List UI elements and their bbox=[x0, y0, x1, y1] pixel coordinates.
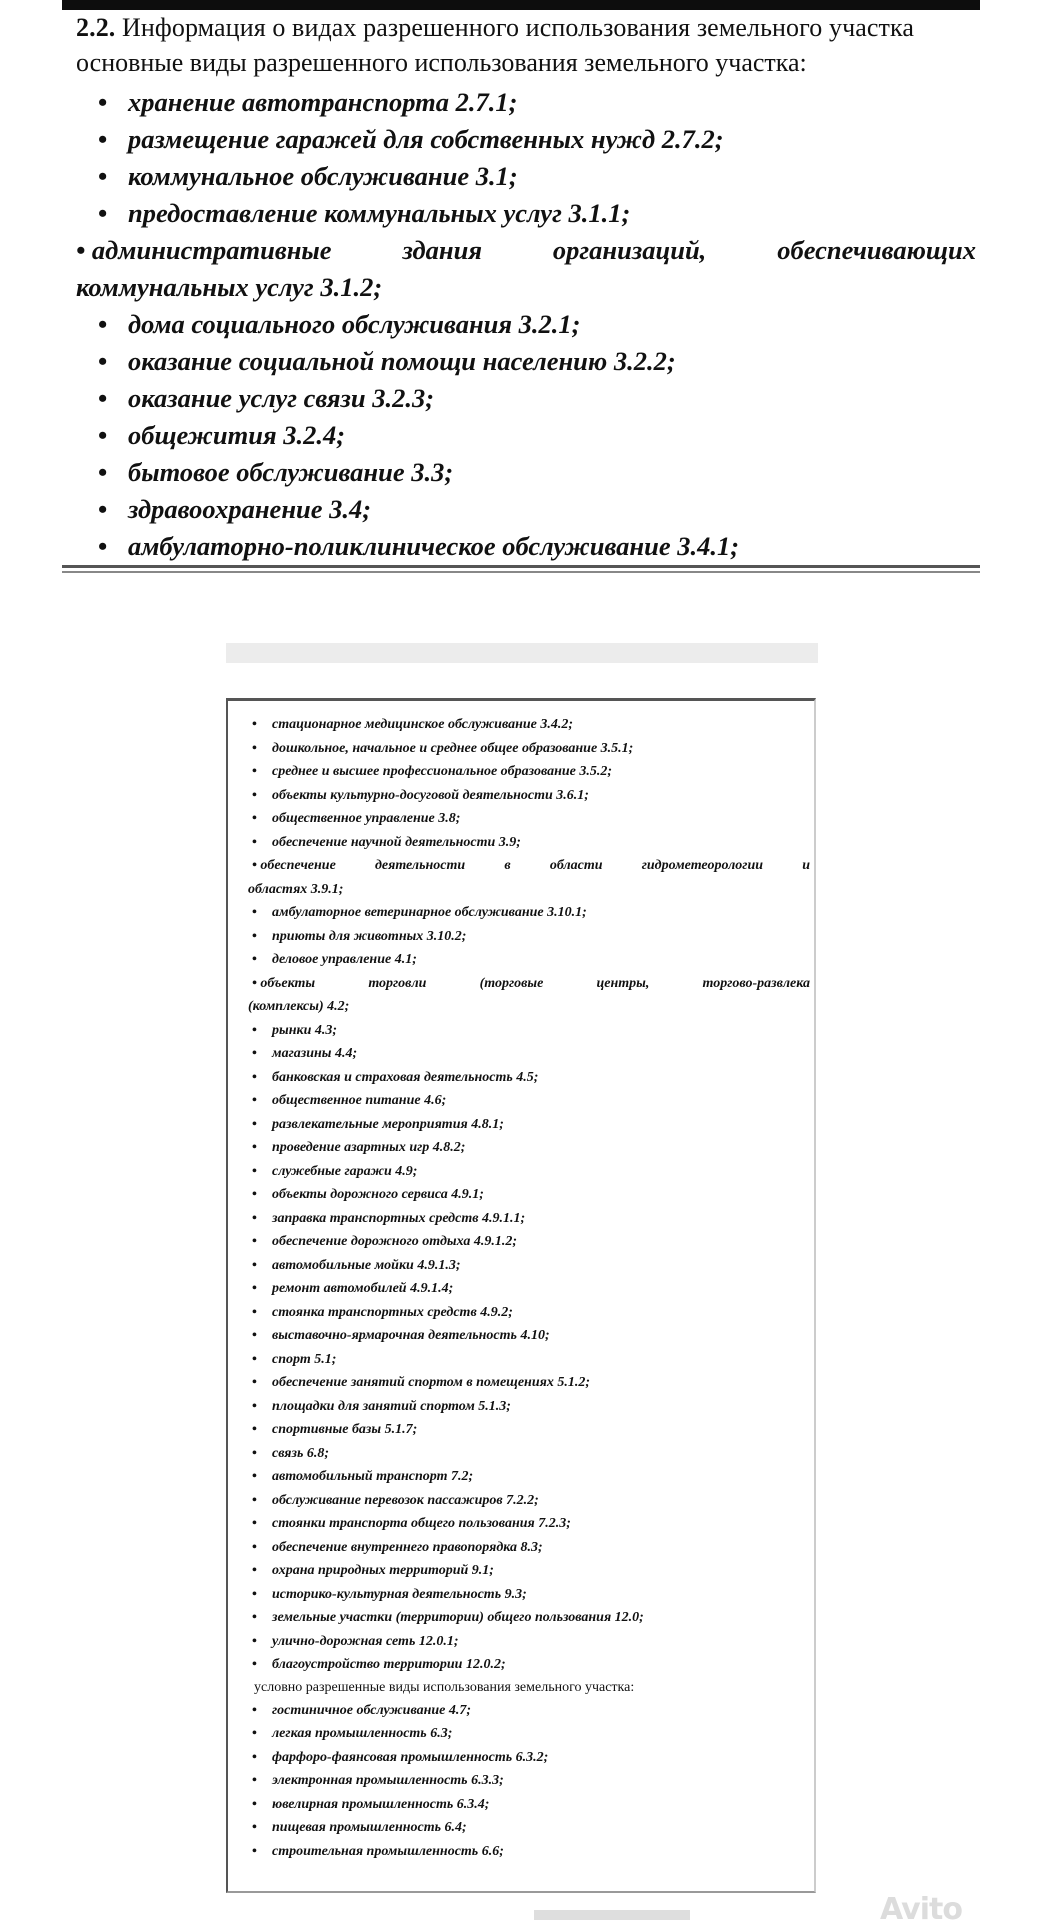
bullet-icon: • bbox=[252, 1516, 257, 1531]
bullet-icon: • bbox=[252, 1702, 257, 1718]
top-edge-bar bbox=[62, 0, 980, 10]
list-item-word: обеспечивающих bbox=[777, 235, 976, 265]
list-item bbox=[248, 1630, 810, 1654]
list-item-text: общежития 3.2.4; bbox=[128, 420, 346, 450]
bullet-icon: • bbox=[252, 858, 261, 873]
bullet-icon: • bbox=[98, 309, 108, 339]
bullet-icon: • bbox=[252, 1539, 257, 1555]
list-item-text: здравоохранение 3.4; bbox=[128, 494, 372, 524]
list-item bbox=[76, 158, 976, 195]
section-title: Информация о видах разрешенного использования земельного участка bbox=[122, 13, 914, 42]
bullet-icon: • bbox=[252, 928, 257, 944]
bullet-icon: • bbox=[252, 787, 257, 803]
list-item-text: ювелирная промышленность 6.3.4; bbox=[272, 1796, 490, 1812]
list-item-text: среднее и высшее профессиональное образование 3.5.2; bbox=[272, 764, 613, 779]
list-item bbox=[248, 784, 810, 808]
list-item bbox=[76, 195, 976, 232]
bullet-icon: • bbox=[252, 1726, 257, 1741]
list-item-continuation: (комплексы) 4.2; bbox=[248, 999, 350, 1014]
list-item-text: оказание услуг связи 3.2.3; bbox=[128, 383, 435, 413]
list-item-text: административные bbox=[91, 235, 332, 265]
list-item-text: площадки для занятий спортом 5.1.3; bbox=[272, 1398, 511, 1414]
bullet-icon: • bbox=[252, 1469, 257, 1484]
list-item bbox=[248, 1418, 810, 1442]
list-item-text: выставочно-ярмарочная деятельность 4.10; bbox=[272, 1328, 550, 1343]
list-item-text: обеспечение дорожного отдыха 4.9.1.2; bbox=[272, 1234, 518, 1249]
bullet-icon: • bbox=[252, 1492, 257, 1508]
list-item bbox=[248, 1042, 810, 1066]
list-item bbox=[248, 1089, 810, 1113]
list-item-text: ремонт автомобилей 4.9.1.4; bbox=[272, 1281, 454, 1296]
list-item bbox=[248, 1324, 810, 1348]
list-item bbox=[248, 1840, 810, 1864]
list-item bbox=[248, 1371, 810, 1395]
list-item-first-line bbox=[248, 854, 810, 878]
bullet-icon: • bbox=[252, 1375, 257, 1390]
list-item-text: улично-дорожная сеть 12.0.1; bbox=[272, 1633, 459, 1649]
list-item bbox=[248, 1536, 810, 1560]
bullet-icon: • bbox=[252, 1163, 257, 1179]
list-item bbox=[248, 1113, 810, 1137]
bullet-icon: • bbox=[98, 383, 108, 413]
list-item bbox=[248, 1699, 810, 1723]
bullet-icon: • bbox=[252, 1046, 257, 1061]
list-item-text: автомобильные мойки 4.9.1.3; bbox=[272, 1257, 461, 1273]
list-item-text: электронная промышленность 6.3.3; bbox=[272, 1773, 504, 1788]
bullet-icon: • bbox=[252, 1351, 257, 1367]
bullet-icon: • bbox=[252, 1328, 257, 1343]
list-item bbox=[248, 1769, 810, 1793]
bullet-icon: • bbox=[252, 740, 257, 756]
list-item bbox=[248, 831, 810, 855]
list-item-word: центры, bbox=[596, 975, 650, 991]
list-item bbox=[248, 1559, 810, 1583]
list-item-text: объекты bbox=[260, 975, 316, 991]
list-item-word bbox=[252, 854, 336, 878]
list-item bbox=[248, 901, 810, 925]
bullet-icon: • bbox=[252, 1796, 257, 1812]
list-item bbox=[76, 121, 976, 158]
list-item-text: связь 6.8; bbox=[272, 1445, 330, 1461]
bullet-icon: • bbox=[98, 531, 108, 561]
list-item bbox=[248, 1489, 810, 1513]
bullet-icon: • bbox=[252, 1234, 257, 1249]
bullet-icon: • bbox=[98, 87, 108, 117]
bullet-icon: • bbox=[252, 1586, 257, 1602]
bullet-icon: • bbox=[98, 494, 108, 524]
list-item-word bbox=[252, 972, 315, 996]
bullet-icon: • bbox=[252, 811, 257, 826]
list-item-text: служебные гаражи 4.9; bbox=[272, 1163, 418, 1179]
list-item-text: спорт 5.1; bbox=[272, 1351, 337, 1367]
scanned-document-page bbox=[226, 698, 816, 1893]
bullet-icon: • bbox=[252, 1304, 257, 1320]
list-item-text: стоянки транспорта общего пользования 7.2.3; bbox=[272, 1516, 571, 1531]
list-item-text: бытовое обслуживание 3.3; bbox=[128, 457, 454, 487]
divider-line bbox=[62, 565, 980, 568]
list-item-word: (торговые bbox=[479, 975, 544, 991]
list-item bbox=[248, 713, 810, 737]
list-item-word: и bbox=[802, 858, 810, 873]
list-item-text: оказание социальной помощи населению 3.2.2; bbox=[128, 346, 676, 376]
list-item bbox=[248, 1019, 810, 1043]
list-item bbox=[248, 1465, 810, 1489]
main-uses-subheading: основные виды разрешенного использования земельного участка: bbox=[76, 48, 807, 77]
bullet-icon: • bbox=[252, 1210, 257, 1226]
bullet-icon: • bbox=[252, 1140, 257, 1155]
list-item-first-line bbox=[76, 232, 976, 269]
bullet-icon: • bbox=[252, 717, 257, 732]
list-item-text: гостиничное обслуживание 4.7; bbox=[272, 1702, 472, 1718]
list-item-first-line bbox=[248, 972, 810, 996]
list-item bbox=[248, 737, 810, 761]
list-item-text: общественное управление 3.8; bbox=[272, 811, 461, 826]
list-item-text: развлекательные мероприятия 4.8.1; bbox=[272, 1116, 504, 1132]
top-document-section bbox=[76, 10, 976, 565]
list-item-word: области bbox=[549, 858, 603, 873]
bullet-icon: • bbox=[252, 1610, 257, 1625]
list-item bbox=[248, 1160, 810, 1184]
list-item-text: дома социального обслуживания 3.2.1; bbox=[128, 309, 581, 339]
divider-line-secondary bbox=[62, 571, 980, 573]
list-item bbox=[76, 306, 976, 343]
bottom-band bbox=[534, 1910, 690, 1920]
list-item-text: автомобильный транспорт 7.2; bbox=[272, 1469, 474, 1484]
list-item-text: стоянка транспортных средств 4.9.2; bbox=[272, 1304, 513, 1320]
list-item-text: спортивные базы 5.1.7; bbox=[272, 1422, 418, 1437]
list-item bbox=[76, 491, 976, 528]
list-item-text: приюты для животных 3.10.2; bbox=[272, 928, 467, 944]
list-item-word: деятельности bbox=[374, 858, 466, 873]
bullet-icon: • bbox=[252, 1422, 257, 1437]
bullet-icon: • bbox=[252, 1563, 257, 1578]
list-item bbox=[248, 760, 810, 784]
list-item bbox=[248, 854, 810, 901]
list-item-text: обеспечение занятий спортом в помещениях 5.1.2; bbox=[272, 1375, 590, 1390]
bullet-icon: • bbox=[252, 1069, 257, 1085]
bullet-icon: • bbox=[98, 161, 108, 191]
bullet-icon: • bbox=[252, 1633, 257, 1649]
bullet-icon: • bbox=[252, 1749, 257, 1765]
list-item bbox=[248, 1183, 810, 1207]
list-item bbox=[248, 1583, 810, 1607]
list-item-text: заправка транспортных средств 4.9.1.1; bbox=[272, 1210, 526, 1226]
list-item bbox=[76, 417, 976, 454]
list-item-text: предоставление коммунальных услуг 3.1.1; bbox=[128, 198, 631, 228]
list-item bbox=[248, 1746, 810, 1770]
bullet-icon: • bbox=[252, 1820, 257, 1835]
list-item-text: объекты дорожного сервиса 4.9.1; bbox=[272, 1187, 484, 1202]
bullet-icon: • bbox=[252, 1843, 257, 1859]
list-item-continuation: коммунальных услуг 3.1.2; bbox=[76, 272, 383, 302]
list-item-text: банковская и страховая деятельность 4.5; bbox=[272, 1069, 539, 1085]
list-item-text: историко-культурная деятельность 9.3; bbox=[272, 1586, 527, 1602]
bullet-icon: • bbox=[252, 975, 261, 991]
bullet-icon: • bbox=[252, 1398, 257, 1414]
list-item bbox=[76, 380, 976, 417]
bullet-icon: • bbox=[252, 1657, 257, 1672]
bullet-icon: • bbox=[252, 1187, 257, 1202]
list-item bbox=[76, 84, 976, 121]
list-item-text: коммунальное обслуживание 3.1; bbox=[128, 161, 518, 191]
list-item bbox=[248, 1653, 810, 1677]
list-item-word: гидрометеорологии bbox=[641, 858, 764, 873]
list-item-word: в bbox=[504, 858, 511, 873]
list-item-text: легкая промышленность 6.3; bbox=[272, 1726, 453, 1741]
list-item bbox=[248, 925, 810, 949]
list-item-text: фарфоро-фаянсовая промышленность 6.3.2; bbox=[272, 1749, 549, 1765]
list-item-text: обеспечение научной деятельности 3.9; bbox=[272, 834, 521, 850]
list-item-word: организаций, bbox=[552, 235, 707, 265]
list-item-word: торговли bbox=[368, 975, 427, 991]
list-item-text: стационарное медицинское обслуживание 3.4.2; bbox=[272, 717, 574, 732]
list-item bbox=[248, 972, 810, 1019]
list-item-text: размещение гаражей для собственных нужд 2.7.2; bbox=[128, 124, 724, 154]
list-item-text: рынки 4.3; bbox=[272, 1022, 338, 1038]
section-heading bbox=[76, 10, 976, 46]
land-use-list bbox=[248, 713, 810, 1863]
list-item bbox=[76, 454, 976, 491]
list-item bbox=[248, 1442, 810, 1466]
list-item-text: обслуживание перевозок пассажиров 7.2.2; bbox=[272, 1492, 539, 1508]
list-item bbox=[76, 232, 976, 306]
main-uses-list bbox=[76, 84, 976, 565]
list-item bbox=[248, 1301, 810, 1325]
list-item bbox=[248, 1348, 810, 1372]
list-item-text: благоустройство территории 12.0.2; bbox=[272, 1657, 506, 1672]
conditional-uses-subheading: условно разрешенные виды использования земельного участка: bbox=[254, 1679, 635, 1695]
list-item bbox=[248, 1722, 810, 1746]
list-item bbox=[248, 1816, 810, 1840]
list-item bbox=[248, 1254, 810, 1278]
page-gap-band bbox=[226, 643, 818, 663]
list-item bbox=[248, 1136, 810, 1160]
list-item bbox=[76, 528, 976, 565]
list-item-text: строительная промышленность 6.6; bbox=[272, 1843, 504, 1859]
list-item-text: амбулаторно-поликлиническое обслуживание 3.4.1; bbox=[128, 531, 740, 561]
list-item-text: охрана природных территорий 9.1; bbox=[272, 1563, 494, 1578]
list-item-text: объекты культурно-досуговой деятельности 3.6.1; bbox=[272, 787, 589, 803]
list-item-text: проведение азартных игр 4.8.2; bbox=[272, 1140, 466, 1155]
list-item bbox=[76, 343, 976, 380]
bullet-icon: • bbox=[98, 420, 108, 450]
list-item bbox=[248, 807, 810, 831]
list-item bbox=[248, 1230, 810, 1254]
list-item-word bbox=[76, 232, 332, 269]
list-item bbox=[248, 1277, 810, 1301]
list-item bbox=[248, 1207, 810, 1231]
list-item bbox=[248, 1606, 810, 1630]
list-item-continuation: областях 3.9.1; bbox=[248, 881, 344, 897]
bullet-icon: • bbox=[252, 1773, 257, 1788]
bullet-icon: • bbox=[252, 1116, 257, 1132]
bullet-icon: • bbox=[98, 124, 108, 154]
bullet-icon: • bbox=[98, 457, 108, 487]
list-item-text: пищевая промышленность 6.4; bbox=[272, 1820, 467, 1835]
bullet-icon: • bbox=[98, 346, 108, 376]
list-item-word: торгово-развлека bbox=[702, 975, 810, 991]
bullet-icon: • bbox=[252, 1281, 257, 1296]
list-item bbox=[248, 948, 810, 972]
list-item-text: общественное питание 4.6; bbox=[272, 1093, 447, 1108]
list-item bbox=[248, 1066, 810, 1090]
list-item-text: обеспечение внутреннего правопорядка 8.3; bbox=[272, 1539, 543, 1555]
list-item bbox=[248, 1395, 810, 1419]
bullet-icon: • bbox=[252, 1445, 257, 1461]
list-item-text: обеспечение bbox=[260, 858, 336, 873]
list-item-text: хранение автотранспорта 2.7.1; bbox=[128, 87, 518, 117]
list-item bbox=[248, 1512, 810, 1536]
list-item-text: земельные участки (территории) общего пользования 12.0; bbox=[272, 1610, 644, 1625]
bullet-icon: • bbox=[252, 1022, 257, 1038]
list-item bbox=[248, 1793, 810, 1817]
bullet-icon: • bbox=[252, 764, 257, 779]
list-item-text: дошкольное, начальное и среднее общее образование 3.5.1; bbox=[272, 740, 634, 756]
list-item-text: магазины 4.4; bbox=[272, 1046, 358, 1061]
list-item-text: амбулаторное ветеринарное обслуживание 3.10.1; bbox=[272, 905, 587, 920]
bullet-icon: • bbox=[252, 1257, 257, 1273]
bullet-icon: • bbox=[252, 952, 257, 967]
bullet-icon: • bbox=[252, 834, 257, 850]
bullet-icon: • bbox=[252, 905, 257, 920]
list-item-text: деловое управление 4.1; bbox=[272, 952, 417, 967]
bullet-icon: • bbox=[98, 198, 108, 228]
section-number: 2.2. bbox=[76, 13, 116, 42]
avito-watermark: Avito bbox=[880, 1892, 962, 1927]
list-item-word: здания bbox=[402, 235, 482, 265]
bullet-icon: • bbox=[76, 235, 92, 265]
bullet-icon: • bbox=[252, 1093, 257, 1108]
